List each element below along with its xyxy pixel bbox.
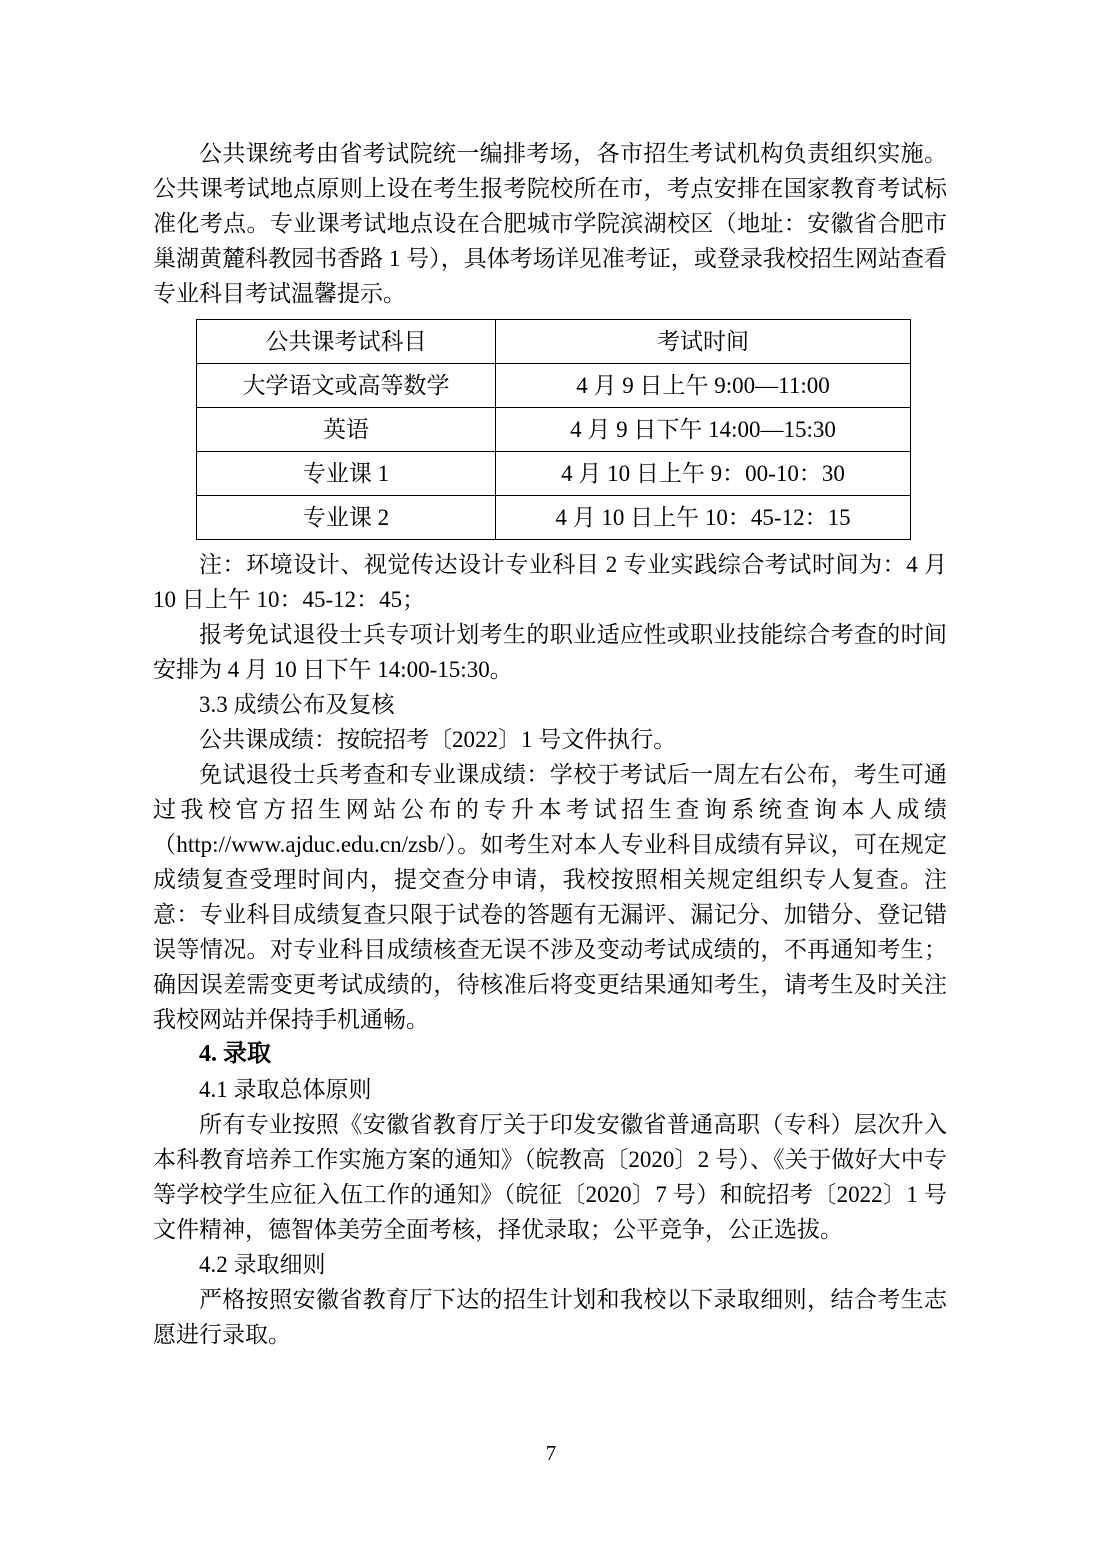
table-row — [197, 408, 911, 452]
table-row — [197, 364, 911, 408]
section-4-1-heading: 4.1 录取总体原则 — [199, 1077, 372, 1102]
paragraph-admission-principle: 所有专业按照《安徽省教育厅关于印发安徽省普通高职（专科）层次升入本科教育培养工作实施方案的通知》（皖教高〔2020〕2 号）、《关于做好大中专等学校学生应征入伍工作的通知》（皖征〔2020〕7 号）和皖招考〔2022〕1 号文件精神，德智体美劳全面考核，择优录取；公平竞争，公正选拔。 — [153, 1112, 947, 1242]
section-3-3-heading: 3.3 成绩公布及复核 — [199, 692, 395, 717]
subject-cell: 专业课 1 — [197, 452, 496, 496]
paragraph-table-note: 注：环境设计、视觉传达设计专业科目 2 专业实践综合考试时间为：4 月 10 日上午 10：45-12：45； — [153, 552, 947, 612]
page-number: 7 — [545, 1441, 557, 1465]
paragraph-admission-rules: 严格按照安徽省教育厅下达的招生计划和我校以下录取细则，结合考生志愿进行录取。 — [153, 1287, 947, 1347]
table-row — [197, 496, 911, 540]
paragraph-exam-arrangement: 公共课统考由省考试院统一编排考场，各市招生考试机构负责组织实施。公共课考试地点原则上设在考生报考院校所在市，考点安排在国家教育考试标准化考点。专业课考试地点设在合肥城市学院滨湖校区（地址：安徽省合肥市巢湖黄麓科教园书香路 1 号），具体考场详见准考证，或登录我校招生网站查看专业科目考试温馨提示。 — [153, 141, 947, 306]
document-content — [153, 136, 947, 1352]
subject-header-cell: 公共课考试科目 — [197, 320, 496, 364]
paragraph-public-course-score: 公共课成绩：按皖招考〔2022〕1 号文件执行。 — [199, 727, 677, 752]
exam-schedule-table — [196, 319, 911, 540]
time-cell: 4 月 9 日下午 14:00—15:30 — [496, 408, 911, 452]
time-header-cell: 考试时间 — [496, 320, 911, 364]
table-header-row — [197, 320, 911, 364]
subject-cell: 英语 — [197, 408, 496, 452]
section-4-heading: 4. 录取 — [199, 1041, 271, 1067]
paragraph-veteran-exam-time: 报考免试退役士兵专项计划考生的职业适应性或职业技能综合考查的时间安排为 4 月 10 日下午 14:00-15:30。 — [153, 622, 947, 682]
section-4-2-heading: 4.2 录取细则 — [199, 1252, 326, 1277]
paragraph-score-query: 免试退役士兵考查和专业课成绩：学校于考试后一周左右公布，考生可通过我校官方招生网站公布的专升本考试招生查询系统查询本人成绩（http://www.ajduc.edu.cn/zsb/）。如考生对本人专业科目成绩有异议，可在规定成绩复查受理时间内，提交查分申请，我校按照相关规定组织专人复查。注意：专业科目成绩复查只限于试卷的答题有无漏评、漏记分、加错分、登记错误等情况。对专业科目成绩核查无误不涉及变动考试成绩的，不再通知考生；确因误差需变更考试成绩的，待核准后将变更结果通知考生，请考生及时关注我校网站并保持手机通畅。 — [153, 762, 947, 1032]
subject-cell: 大学语文或高等数学 — [197, 364, 496, 408]
time-cell: 4 月 9 日上午 9:00—11:00 — [496, 364, 911, 408]
subject-cell: 专业课 2 — [197, 496, 496, 540]
time-cell: 4 月 10 日上午 9：00-10：30 — [496, 452, 911, 496]
time-cell: 4 月 10 日上午 10：45-12：15 — [496, 496, 911, 540]
table-row — [197, 452, 911, 496]
